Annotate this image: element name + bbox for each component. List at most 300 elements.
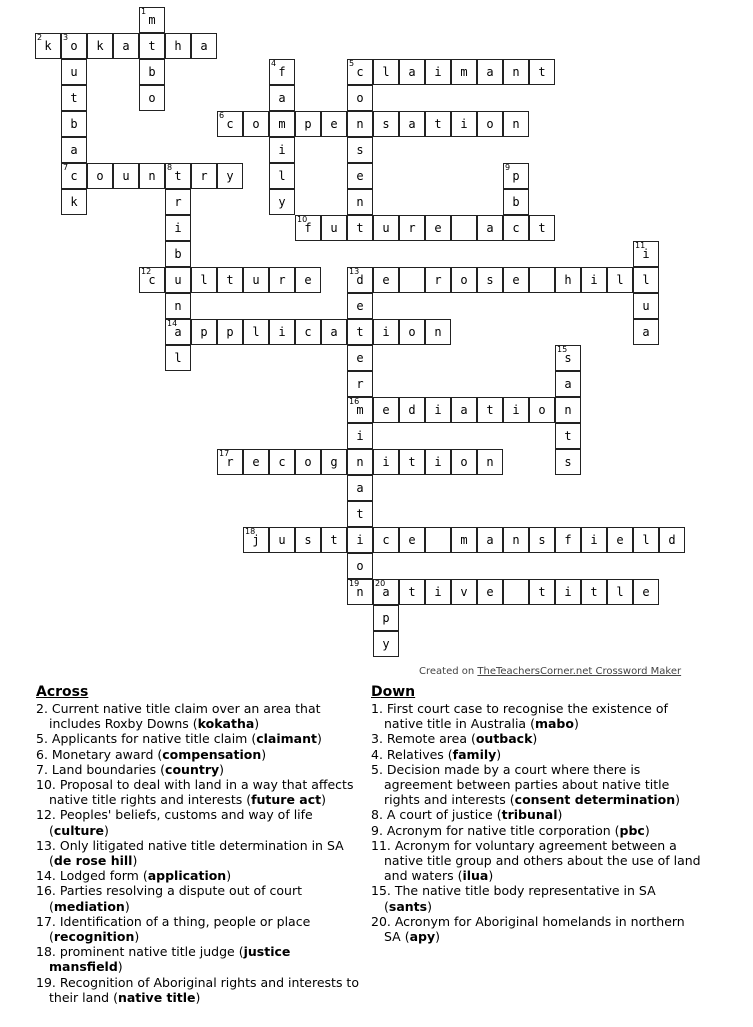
grid-cell[interactable]: [139, 59, 165, 85]
grid-cell[interactable]: [633, 527, 659, 553]
grid-cell[interactable]: [425, 215, 451, 241]
cell-letter: t: [70, 91, 78, 105]
cell-letter: r: [434, 273, 442, 287]
grid-cell[interactable]: [555, 423, 581, 449]
grid-cell[interactable]: [633, 241, 659, 267]
grid-cell[interactable]: [555, 345, 581, 371]
grid-cell[interactable]: [347, 293, 373, 319]
down-clue: [371, 762, 701, 808]
clue-close: ): [132, 853, 138, 869]
clue-number: 14: [167, 319, 178, 328]
across-clue: [36, 807, 366, 837]
clue-text: 18. prominent native title judge (: [36, 944, 244, 960]
grid-cell[interactable]: [269, 59, 295, 85]
cell-letter: e: [512, 273, 520, 287]
down-clue: [371, 701, 701, 731]
cell-letter: i: [434, 455, 442, 469]
grid-cell[interactable]: [321, 527, 347, 553]
down-clue: [371, 731, 701, 746]
clue-close: ): [219, 761, 225, 777]
clue-text: 5. Applicants for native title claim (: [36, 731, 257, 747]
cell-letter: t: [356, 325, 364, 339]
grid-cell[interactable]: [269, 319, 295, 345]
grid-cell[interactable]: [139, 33, 165, 59]
down-clue: [371, 838, 701, 884]
grid-cell[interactable]: [451, 579, 477, 605]
cell-letter: t: [538, 221, 546, 235]
grid-cell[interactable]: [243, 319, 269, 345]
grid-cell[interactable]: [347, 85, 373, 111]
across-clue-list: [36, 701, 366, 1005]
grid-cell[interactable]: [633, 293, 659, 319]
credit-link[interactable]: TheTeachersCorner.net Crossword Maker: [477, 666, 682, 677]
clue-answer: mediation: [53, 898, 125, 914]
grid-cell[interactable]: [61, 59, 87, 85]
grid-cell[interactable]: [61, 189, 87, 215]
grid-cell[interactable]: [425, 449, 451, 475]
grid-cell[interactable]: [165, 345, 191, 371]
clue-text: 16. Parties resolving a dispute out of court (: [36, 883, 302, 914]
clue-number: 5: [349, 59, 355, 68]
grid-cell[interactable]: [165, 33, 191, 59]
cell-letter: v: [460, 585, 468, 599]
grid-cell[interactable]: [503, 163, 529, 189]
across-clue: [36, 777, 366, 807]
grid-cell[interactable]: [399, 111, 425, 137]
cell-letter: e: [616, 533, 624, 547]
cell-letter: p: [304, 117, 312, 131]
cell-letter: r: [356, 377, 364, 391]
grid-cell[interactable]: [269, 137, 295, 163]
grid-cell[interactable]: [477, 59, 503, 85]
cell-letter: i: [434, 403, 442, 417]
grid-cell[interactable]: [347, 501, 373, 527]
cell-letter: n: [486, 455, 494, 469]
across-clue: [36, 975, 366, 1005]
grid-cell[interactable]: [425, 59, 451, 85]
grid-cell[interactable]: [165, 293, 191, 319]
grid-cell[interactable]: [347, 111, 373, 137]
grid-cell[interactable]: [373, 111, 399, 137]
grid-cell[interactable]: [555, 527, 581, 553]
grid-cell[interactable]: [503, 111, 529, 137]
grid-cell[interactable]: [399, 397, 425, 423]
clue-close: ): [261, 746, 267, 762]
grid-cell[interactable]: [191, 33, 217, 59]
clue-answer: mabo: [534, 716, 574, 732]
grid-cell[interactable]: [139, 163, 165, 189]
cell-letter: a: [122, 39, 130, 53]
cell-letter: u: [252, 273, 260, 287]
grid-cell[interactable]: [87, 33, 113, 59]
cell-letter: o: [356, 91, 364, 105]
grid-cell[interactable]: [607, 267, 633, 293]
grid-cell[interactable]: [269, 267, 295, 293]
grid-cell[interactable]: [373, 527, 399, 553]
grid-cell[interactable]: [451, 527, 477, 553]
grid-cell[interactable]: [61, 85, 87, 111]
clue-answer: sants: [388, 898, 428, 914]
grid-cell[interactable]: [269, 189, 295, 215]
grid-cell[interactable]: [295, 527, 321, 553]
grid-cell[interactable]: [139, 7, 165, 33]
grid-cell[interactable]: [165, 241, 191, 267]
cell-letter: l: [642, 533, 650, 547]
grid-cell[interactable]: [243, 527, 269, 553]
grid-cell[interactable]: [477, 111, 503, 137]
grid-cell[interactable]: [269, 527, 295, 553]
grid-cell[interactable]: [347, 215, 373, 241]
grid-cell[interactable]: [113, 163, 139, 189]
grid-cell[interactable]: [503, 215, 529, 241]
cell-letter: r: [408, 221, 416, 235]
clue-close: ): [195, 989, 201, 1005]
across-clue: [36, 762, 366, 777]
grid-cell[interactable]: [295, 449, 321, 475]
grid-cell[interactable]: [61, 33, 87, 59]
grid-cell[interactable]: [373, 579, 399, 605]
cell-letter: b: [512, 195, 520, 209]
grid-cell[interactable]: [399, 449, 425, 475]
grid-cell[interactable]: [529, 59, 555, 85]
down-clue-list: [371, 701, 701, 944]
grid-cell[interactable]: [425, 527, 451, 553]
cell-letter: n: [512, 65, 520, 79]
grid-cell[interactable]: [477, 215, 503, 241]
cell-letter: i: [642, 247, 650, 261]
cell-letter: o: [408, 325, 416, 339]
cell-letter: i: [356, 429, 364, 443]
grid-cell[interactable]: [399, 527, 425, 553]
cell-letter: k: [70, 195, 78, 209]
cell-letter: t: [356, 221, 364, 235]
grid-cell[interactable]: [347, 527, 373, 553]
grid-cell[interactable]: [607, 579, 633, 605]
cell-letter: r: [200, 169, 208, 183]
clue-text: 6. Monetary award (: [36, 746, 163, 762]
cell-letter: n: [356, 585, 364, 599]
clue-text: 11. Acronym for voluntary agreement between a native title group and others about the use of land and waters (: [371, 837, 701, 884]
grid-cell[interactable]: [243, 111, 269, 137]
grid-cell[interactable]: [503, 189, 529, 215]
grid-cell[interactable]: [425, 111, 451, 137]
grid-cell[interactable]: [165, 267, 191, 293]
cell-letter: t: [434, 117, 442, 131]
grid-cell[interactable]: [321, 111, 347, 137]
cell-letter: l: [642, 273, 650, 287]
grid-cell[interactable]: [373, 267, 399, 293]
grid-cell[interactable]: [451, 111, 477, 137]
down-clue: [371, 823, 701, 838]
clue-text: 17. Identification of a thing, people or place (: [36, 913, 311, 945]
across-clue: [36, 747, 366, 762]
cell-letter: e: [408, 533, 416, 547]
grid-cell[interactable]: [87, 163, 113, 189]
grid-cell[interactable]: [165, 319, 191, 345]
grid-cell[interactable]: [373, 215, 399, 241]
grid-cell[interactable]: [425, 267, 451, 293]
down-heading: Down: [371, 684, 416, 700]
grid-cell[interactable]: [295, 111, 321, 137]
clue-number: 1: [141, 7, 147, 16]
grid-cell[interactable]: [347, 345, 373, 371]
cell-letter: t: [538, 65, 546, 79]
cell-letter: i: [590, 273, 598, 287]
clue-text: 2. Current native title claim over an area that includes Roxby Downs (: [36, 701, 321, 732]
cell-letter: b: [148, 65, 156, 79]
clue-number: 17: [219, 449, 230, 458]
grid-cell[interactable]: [347, 423, 373, 449]
grid-cell[interactable]: [451, 215, 477, 241]
cell-letter: s: [486, 273, 494, 287]
down-clue: [371, 883, 701, 913]
grid-cell[interactable]: [399, 319, 425, 345]
grid-cell[interactable]: [373, 319, 399, 345]
grid-cell[interactable]: [347, 137, 373, 163]
clue-number: 4: [271, 59, 277, 68]
grid-cell[interactable]: [399, 267, 425, 293]
clue-close: ): [675, 792, 681, 808]
grid-cell[interactable]: [581, 267, 607, 293]
clue-number: 8: [167, 163, 173, 172]
grid-cell[interactable]: [165, 215, 191, 241]
cell-letter: t: [226, 273, 234, 287]
cell-letter: t: [148, 39, 156, 53]
grid-cell[interactable]: [451, 449, 477, 475]
grid-cell[interactable]: [399, 59, 425, 85]
grid-cell[interactable]: [373, 397, 399, 423]
grid-cell[interactable]: [217, 111, 243, 137]
cell-letter: u: [122, 169, 130, 183]
clue-text: 5. Decision made by a court where there is agreement between parties about native title rights and interests (: [371, 761, 670, 808]
grid-cell[interactable]: [425, 579, 451, 605]
grid-cell[interactable]: [477, 397, 503, 423]
clue-text: 4. Relatives (: [371, 746, 453, 762]
grid-cell[interactable]: [503, 579, 529, 605]
grid-cell[interactable]: [529, 215, 555, 241]
cell-letter: c: [512, 221, 520, 235]
grid-cell[interactable]: [451, 59, 477, 85]
cell-letter: n: [356, 195, 364, 209]
grid-cell[interactable]: [347, 371, 373, 397]
across-clue: [36, 838, 366, 868]
grid-cell[interactable]: [399, 579, 425, 605]
cell-letter: i: [382, 455, 390, 469]
grid-cell[interactable]: [61, 137, 87, 163]
cell-letter: b: [174, 247, 182, 261]
grid-cell[interactable]: [373, 59, 399, 85]
grid-cell[interactable]: [321, 319, 347, 345]
grid-cell[interactable]: [269, 163, 295, 189]
clue-number: 10: [297, 215, 308, 224]
cell-letter: g: [330, 455, 338, 469]
grid-cell[interactable]: [503, 397, 529, 423]
grid-cell[interactable]: [269, 449, 295, 475]
cell-letter: k: [96, 39, 104, 53]
cell-letter: i: [174, 221, 182, 235]
grid-cell[interactable]: [217, 449, 243, 475]
clue-number: 12: [141, 267, 152, 276]
clue-close: ): [321, 792, 327, 808]
grid-cell[interactable]: [633, 267, 659, 293]
grid-cell[interactable]: [555, 449, 581, 475]
cell-letter: o: [486, 117, 494, 131]
clue-text: 3. Remote area (: [371, 731, 476, 747]
grid-cell[interactable]: [503, 267, 529, 293]
grid-cell[interactable]: [477, 267, 503, 293]
grid-cell[interactable]: [347, 475, 373, 501]
clue-close: ): [427, 898, 432, 914]
cell-letter: y: [278, 195, 286, 209]
grid-cell[interactable]: [425, 397, 451, 423]
clue-answer: justice mansfield: [49, 944, 291, 975]
grid-cell[interactable]: [295, 267, 321, 293]
clue-answer: ilua: [462, 868, 489, 884]
grid-cell[interactable]: [217, 163, 243, 189]
grid-cell[interactable]: [633, 579, 659, 605]
down-clue: [371, 747, 701, 762]
cell-letter: t: [408, 455, 416, 469]
grid-cell[interactable]: [373, 605, 399, 631]
grid-cell[interactable]: [659, 527, 685, 553]
cell-letter: f: [564, 533, 572, 547]
cell-letter: t: [538, 585, 546, 599]
clue-number: 19: [349, 579, 360, 588]
grid-cell[interactable]: [191, 267, 217, 293]
cell-letter: n: [434, 325, 442, 339]
cell-letter: o: [148, 91, 156, 105]
cell-letter: i: [382, 325, 390, 339]
grid-cell[interactable]: [243, 449, 269, 475]
grid-cell[interactable]: [347, 163, 373, 189]
grid-cell[interactable]: [321, 215, 347, 241]
grid-cell[interactable]: [347, 397, 373, 423]
cell-letter: o: [538, 403, 546, 417]
grid-cell[interactable]: [373, 631, 399, 657]
grid-cell[interactable]: [295, 215, 321, 241]
grid-cell[interactable]: [295, 319, 321, 345]
cell-letter: n: [564, 403, 572, 417]
cell-letter: e: [356, 299, 364, 313]
cell-letter: a: [382, 585, 390, 599]
grid-cell[interactable]: [243, 267, 269, 293]
cell-letter: c: [226, 117, 234, 131]
grid-cell[interactable]: [347, 579, 373, 605]
cell-letter: c: [278, 455, 286, 469]
grid-cell[interactable]: [373, 449, 399, 475]
clue-text: 20. Acronym for Aboriginal homelands in northern SA (: [371, 913, 685, 945]
across-clue: [36, 914, 366, 944]
grid-cell[interactable]: [191, 319, 217, 345]
grid-cell[interactable]: [477, 579, 503, 605]
grid-cell[interactable]: [477, 527, 503, 553]
grid-cell[interactable]: [35, 33, 61, 59]
cell-letter: l: [382, 65, 390, 79]
cell-letter: a: [486, 533, 494, 547]
cell-letter: a: [70, 143, 78, 157]
cell-letter: i: [564, 585, 572, 599]
grid-cell[interactable]: [165, 163, 191, 189]
grid-cell[interactable]: [217, 319, 243, 345]
grid-cell[interactable]: [399, 215, 425, 241]
grid-cell[interactable]: [347, 189, 373, 215]
clue-number: 2: [37, 33, 43, 42]
grid-cell[interactable]: [191, 163, 217, 189]
grid-cell[interactable]: [217, 267, 243, 293]
grid-cell[interactable]: [581, 527, 607, 553]
grid-cell[interactable]: [555, 267, 581, 293]
grid-cell[interactable]: [347, 59, 373, 85]
grid-cell[interactable]: [503, 59, 529, 85]
grid-cell[interactable]: [529, 527, 555, 553]
clue-number: 20: [375, 579, 386, 588]
clue-close: ): [104, 822, 109, 838]
cell-letter: p: [382, 611, 390, 625]
clue-close: ): [488, 868, 494, 884]
clue-text: 12. Peoples' beliefs, customs and way of life (: [36, 807, 313, 838]
clue-close: ): [496, 746, 502, 762]
grid-cell[interactable]: [139, 85, 165, 111]
grid-cell[interactable]: [347, 553, 373, 579]
clue-text: 8. A court of justice (: [371, 807, 502, 823]
grid-cell[interactable]: [529, 267, 555, 293]
grid-cell[interactable]: [555, 371, 581, 397]
cell-letter: o: [460, 455, 468, 469]
grid-cell[interactable]: [61, 111, 87, 137]
clue-close: ): [134, 929, 140, 945]
grid-cell[interactable]: [529, 579, 555, 605]
cell-letter: c: [356, 65, 364, 79]
grid-cell[interactable]: [269, 111, 295, 137]
grid-cell[interactable]: [581, 579, 607, 605]
grid-cell[interactable]: [477, 449, 503, 475]
grid-cell[interactable]: [633, 319, 659, 345]
grid-cell[interactable]: [61, 163, 87, 189]
cell-letter: s: [356, 143, 364, 157]
cell-letter: i: [278, 143, 286, 157]
grid-cell[interactable]: [451, 267, 477, 293]
across-clue: [36, 868, 366, 883]
grid-cell[interactable]: [555, 397, 581, 423]
grid-cell[interactable]: [347, 267, 373, 293]
cell-letter: c: [304, 325, 312, 339]
grid-cell[interactable]: [347, 449, 373, 475]
grid-cell[interactable]: [139, 267, 165, 293]
grid-cell[interactable]: [321, 449, 347, 475]
clue-text: 15. The native title body representative in SA (: [371, 883, 656, 914]
cell-letter: e: [330, 117, 338, 131]
grid-cell[interactable]: [555, 579, 581, 605]
cell-letter: l: [616, 585, 624, 599]
grid-cell[interactable]: [165, 189, 191, 215]
cell-letter: s: [564, 351, 572, 365]
grid-cell[interactable]: [529, 397, 555, 423]
grid-cell[interactable]: [607, 527, 633, 553]
grid-cell[interactable]: [425, 319, 451, 345]
clue-answer: future act: [251, 792, 322, 808]
grid-cell[interactable]: [503, 527, 529, 553]
cell-letter: i: [278, 325, 286, 339]
grid-cell[interactable]: [347, 319, 373, 345]
grid-cell[interactable]: [113, 33, 139, 59]
clue-close: ): [532, 731, 538, 747]
cell-letter: a: [642, 325, 650, 339]
clue-text: 9. Acronym for native title corporation (: [371, 822, 620, 838]
clue-text: 19. Recognition of Aboriginal rights and interests to their land (: [36, 974, 359, 1005]
grid-cell[interactable]: [269, 85, 295, 111]
clue-number: 11: [635, 241, 646, 250]
grid-cell[interactable]: [451, 397, 477, 423]
